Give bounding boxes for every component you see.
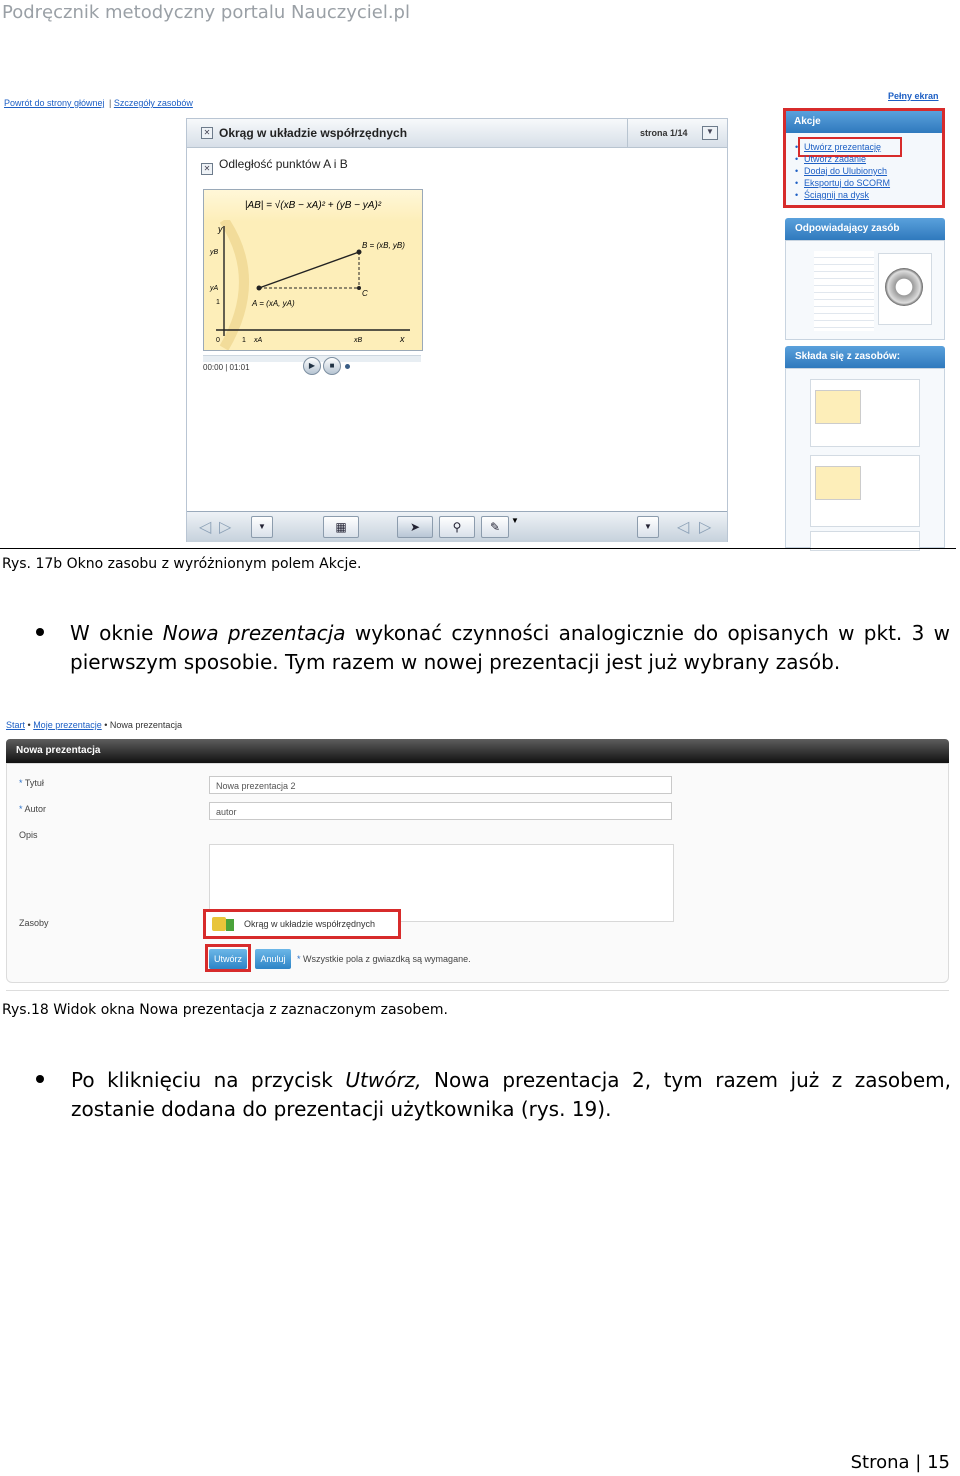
geometry-animation [203,189,423,351]
page-footer: Strona | 15 [850,1452,950,1473]
figure-caption: Rys.18 Widok okna Nowa prezentacja z zaznaczonym zasobem. [2,1002,449,1018]
related-resource-title: Odpowiadający zasób [785,218,945,240]
point-b [357,250,362,255]
resource-top-links [4,93,193,111]
export-scorm-link[interactable]: • Eksportuj do SCORM [804,177,890,189]
background-arc [224,220,244,348]
resource-viewer [186,118,728,542]
magnifier-icon[interactable]: ⚲ [439,516,475,538]
create-button[interactable]: Utwórz [209,949,247,969]
fullscreen-link[interactable]: Pełny ekran [888,91,939,101]
footer-label: Strona [850,1452,910,1473]
close-icon[interactable]: ✕ [201,163,213,175]
stop-icon[interactable]: ■ [323,357,341,375]
resource-type-icon [212,917,226,931]
page-indicator: strona 1/14 [640,128,688,138]
figure-resource-window [0,88,960,550]
thumbnail-image [815,390,861,424]
bullet-paragraph [71,1066,951,1124]
resource-thumbnail[interactable] [810,455,920,527]
download-link[interactable]: • Ściągnij na dysk [804,189,890,201]
play-icon[interactable]: ▶ [303,357,321,375]
next-arrow-icon[interactable]: ▷ [699,519,712,536]
point-a [257,286,262,291]
related-resource-thumbnail[interactable] [878,253,932,325]
bullet-text: W oknie [70,621,163,645]
breadcrumb-start-link[interactable]: Start [6,720,26,730]
resource-name: Okrąg w układzie współrzędnych [244,919,376,929]
chevron-down-icon[interactable]: ▼ [702,126,718,140]
page-selector[interactable] [627,119,728,147]
author-input[interactable]: autor [209,802,672,820]
figure-new-presentation [0,714,960,994]
dropdown-icon[interactable]: ▼ [251,516,273,538]
prev-arrow-icon[interactable]: ◁ [199,519,212,536]
related-resource-panel [785,240,945,340]
title-label: * Tytuł [19,778,44,788]
breadcrumb-separator: • [27,720,34,730]
wheel-image [885,268,923,306]
resources-label: Zasoby [19,918,49,928]
bullet-icon [36,628,44,636]
related-resource-list [814,251,874,331]
panel-title: Nowa prezentacja [6,739,949,763]
back-to-home-link[interactable]: Powrót do strony głównej [4,98,105,108]
calculator-icon[interactable]: ▦ [323,516,359,538]
resource-sidebar [783,108,945,548]
point-a-label: A = (xA, yA) [252,299,295,308]
resource-figure-icon [226,919,234,931]
cancel-button[interactable]: Anuluj [255,949,291,969]
segment-ab [259,252,359,288]
actions-panel [783,108,945,208]
breadcrumb-my-presentations-link[interactable]: Moje prezentacje [33,720,102,730]
bullet-icon [36,1075,44,1083]
x-one-label: 1 [242,337,246,344]
point-b-label: B = (xB, yB) [362,241,405,250]
slide-subtitle: Odległość punktów A i B [219,157,348,171]
ya-label: yA [210,285,219,292]
figure-divider [0,548,956,549]
viewer-header [187,119,727,148]
highlighter-icon[interactable]: ✎ [481,516,509,538]
figure-divider [6,990,949,991]
chevron-down-icon[interactable]: ▼ [511,516,519,525]
bullet-text: Nowa prezentacja 2, tym razem już z zasobem, zostanie dodana do prezentacji użytkownika (rys. 19). [71,1068,951,1121]
actions-panel-title: Akcje [786,111,942,133]
bullet-italic-text: Nowa prezentacja [162,621,346,645]
close-icon[interactable]: ✕ [201,127,213,139]
thumbnail-image [815,466,861,500]
compose-resources-title: Składa się z zasobów: [785,346,945,368]
playback-time: 00:00 | 01:01 [203,363,250,372]
yb-label: yB [210,249,219,256]
selected-resource[interactable] [203,909,401,939]
add-favorites-link[interactable]: • Dodaj do Ulubionych [804,165,890,177]
create-presentation-link[interactable]: • Utwórz prezentację [804,141,890,153]
create-task-link[interactable]: • Utwórz zadanie [804,153,890,165]
pointer-icon[interactable]: ➤ [397,516,433,538]
bullet-text: Po kliknięciu na przycisk [71,1068,346,1092]
resource-thumbnail[interactable] [810,379,920,447]
required-note: * Wszystkie pola z gwiazdką są wymagane. [297,954,471,964]
next-arrow-icon[interactable]: ▷ [219,519,232,536]
title-input[interactable]: Nowa prezentacja 2 [209,776,672,794]
description-label: Opis [19,830,38,840]
breadcrumb [6,720,182,730]
dropdown-icon[interactable]: ▼ [637,516,659,538]
breadcrumb-separator: • [104,720,110,730]
actions-list [804,141,890,201]
coordinate-plot [204,220,422,350]
x-axis-label: x [400,334,405,344]
author-label: * Autor [19,804,47,814]
y-axis-label: y [218,224,223,234]
compose-resources-panel [785,368,945,548]
link-separator: | [109,98,114,108]
figure-caption: Rys. 17b Okno zasobu z wyróżnionym polem Akcje. [2,556,362,572]
y-one-label: 1 [216,299,220,306]
viewer-title: Okrąg w układzie współrzędnych [219,126,408,140]
resource-details-link[interactable]: Szczegóły zasobów [113,98,193,108]
breadcrumb-current: Nowa prezentacja [109,720,182,730]
bullet-text: wykonać czynności analogicznie do opisanych w pkt. 3 w pierwszym sposobie. Tym razem w nowej prezentacji jest już wybrany zasób. [70,621,950,674]
prev-arrow-icon[interactable]: ◁ [677,519,690,536]
distance-formula: |AB| = √(xB − xA)² + (yB − yA)² [204,190,422,222]
bullet-paragraph [70,619,950,677]
xb-label: xB [354,337,363,344]
page-number: 15 [927,1452,950,1473]
point-c-label: C [362,289,368,298]
point-c [357,286,361,290]
origin-label: 0 [216,337,220,344]
page-header: Podręcznik metodyczny portalu Nauczyciel.pl [2,2,410,23]
viewer-toolbar [187,511,727,542]
volume-dot-icon[interactable] [345,364,350,369]
xa-label: xA [254,337,263,344]
bullet-italic-text: Utwórz, [345,1068,422,1092]
new-presentation-form [6,763,949,983]
